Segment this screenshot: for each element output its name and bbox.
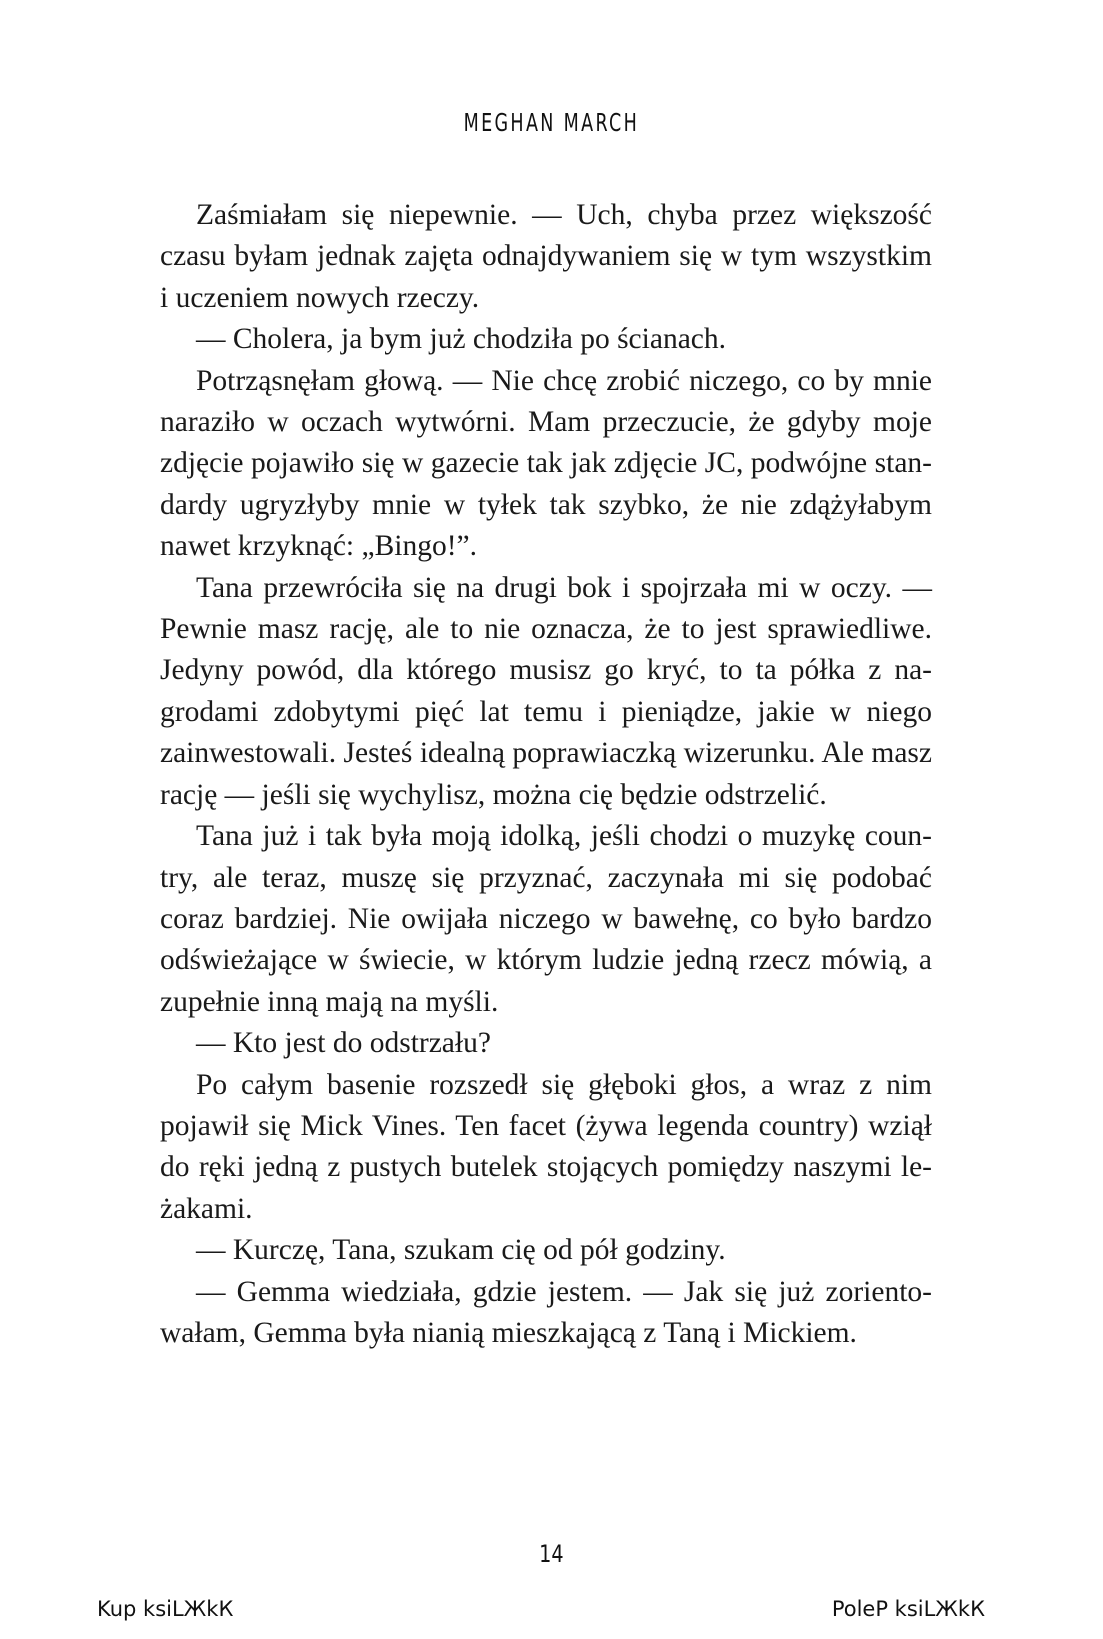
body-text — [160, 195, 932, 1354]
running-header: MEGHAN MARCH — [463, 108, 640, 137]
paragraph: — Kurczę, Tana, szukam cię od pół godziny. — [196, 1234, 726, 1267]
paragraph: Zaśmiałam się niepewnie. — Uch, chyba przez większość czasu byłam jednak zajęta odnajdywaniem się w tym wszystkim i uczeniem nowych rzeczy. — [160, 199, 932, 314]
paragraph: Tana już i tak była moją idolką, jeśli chodzi o muzykę country, ale teraz, muszę się przyznać, zaczynała mi się podobać coraz bardziej. Nie owijała niczego w bawełnę, co było bardzo odświeżające w świecie, w którym ludzie jedną rzecz mówią, a zupełnie inną mają na myśli. — [160, 820, 932, 1018]
buy-book-link[interactable]: Kup ksiLЖkК — [97, 1597, 234, 1621]
paragraph: Tana przewróciła się na drugi bok i spojrzała mi w oczy. — Pewnie masz rację, ale to nie oznacza, że to jest sprawiedliwe. Jedyny powód, dla którego musisz go kryć, to ta półka z nagrodami zdobytymi pięć lat temu i pieniądze, jakie w niego zainwestowali. Jesteś idealną poprawiaczką wizerunku. Ale masz rację — jeśli się wychylisz, można cię będzie odstrzelić. — [160, 571, 932, 811]
paragraph: — Gemma wiedziała, gdzie jestem. — Jak się już zorientowałam, Gemma była nianią mieszkającą z Taną i Mickiem. — [160, 1275, 932, 1349]
recommend-book-link[interactable]: PoleР ksiLЖkК — [831, 1597, 985, 1621]
paragraph: Po całym basenie rozszedł się głęboki głos, a wraz z nim pojawił się Mick Vines. Ten facet (żywa legenda country) wziął do ręki jedną z pustych butelek stojących pomiędzy naszymi leżakami. — [160, 1068, 932, 1225]
paragraph: — Kto jest do odstrzału? — [196, 1027, 491, 1060]
paragraph: Potrząsnęłam głową. — Nie chcę zrobić niczego, co by mnie naraziło w oczach wytwórni. Mam przeczucie, że gdyby moje zdjęcie pojawiło się w gazecie tak jak zdjęcie JC, podwójne standardy ugryzłyby mnie w tyłek tak szybko, że nie zdążyłabym nawet krzyknąć: „Bingo!”. — [160, 364, 932, 563]
paragraph: — Cholera, ja bym już chodziła po ścianach. — [196, 323, 727, 356]
page-number: 14 — [539, 1540, 564, 1568]
